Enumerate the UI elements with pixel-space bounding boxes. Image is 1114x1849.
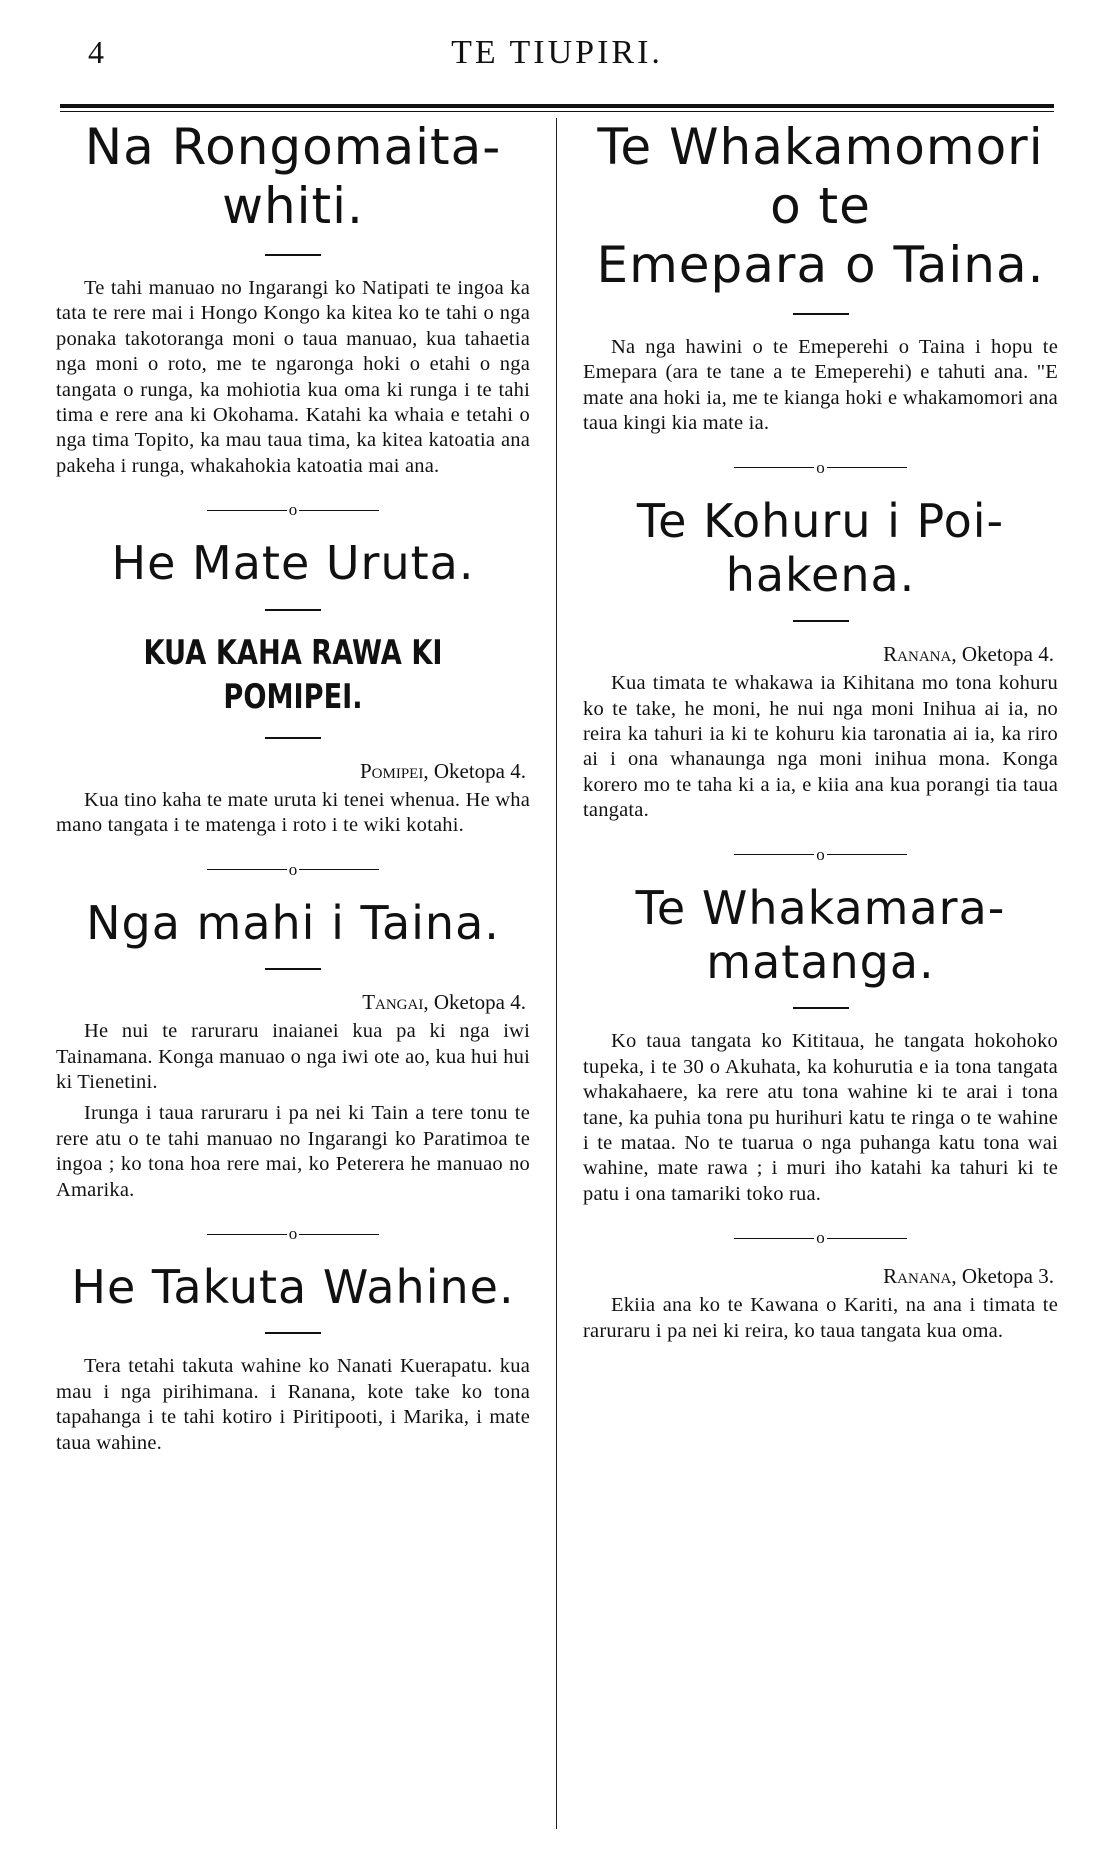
article-separator: o xyxy=(56,499,530,520)
subheadline-line: POMIPEI. xyxy=(223,676,363,717)
article-dateline: Tangai, Oketopa 4. xyxy=(362,990,526,1015)
header-rule xyxy=(60,104,1054,108)
article-separator: o xyxy=(583,844,1058,865)
headline-line: Emepara o Taina. xyxy=(596,236,1045,294)
article-body: Te tahi manuao no Ingarangi ko Natipati te ingoa ka tata te rere mai i Hongo Kongo ka kitea ko te tahi o nga ponaka takotoranga moni o taua manuao, kua tahaetia nga moni o roto, me te ngaronga hoki o etahi o nga tangata o runga, ka mohiotia kua oma ki runga i te tahi tima e rere ana ki Okohama. Katahi ka whaia e tetahi o nga tima Topito, ka mau taua tima, ka kitea katoatia ana pakeha i runga, whakahokia katoatia mai ana. xyxy=(56,277,530,477)
right-column xyxy=(557,118,1074,1829)
article-body: Irunga i taua raruraru i pa nei ki Tain a tere tonu te rere atu o te tahi manuao no Ingarangi ko Paratimoa te ingoa ; ko tona hoa rere mai, ko Peterera he manuao no Amarika. xyxy=(56,1102,530,1201)
headline-dash xyxy=(265,737,321,739)
page-number: 4 xyxy=(88,34,104,70)
article-headline xyxy=(583,118,1058,295)
subheadline-line: KUA KAHA RAWA KI xyxy=(143,632,443,673)
article-headline xyxy=(583,881,1058,990)
article-dateline: Ranana, Oketopa 3. xyxy=(883,1264,1054,1289)
page-header xyxy=(40,0,1074,108)
headline-line: Na Rongomaita- xyxy=(84,118,502,176)
headline-line: whiti. xyxy=(222,177,364,235)
article-body: He nui te raruraru inaianei kua pa ki nga iwi Tainamana. Konga manuao o nga iwi ote ao, kua hui hui ki Tienetini. xyxy=(56,1020,530,1093)
article-body: Na nga hawini o te Emeperehi o Taina i hopu te Emepara (ara te tane a te Emeperehi) e tahuti ana. "E mate ana hoki ia, me te kianga hoki e whakamomori ana taua kingi kia mate ia. xyxy=(583,336,1058,435)
article-body: Ekiia ana ko te Kawana o Kariti, na ana i timata te raruraru i pa nei ki reira, ko taua tangata kua oma. xyxy=(583,1294,1058,1342)
headline-dash xyxy=(265,1332,321,1334)
article-subheadline xyxy=(103,631,482,719)
headline-line: hakena. xyxy=(725,547,916,602)
article-headline xyxy=(56,118,530,236)
headline-line: matanga. xyxy=(706,935,935,990)
headline-line: Te Whakamara- xyxy=(635,880,1006,935)
article-headline: He Mate Uruta. xyxy=(111,536,475,591)
article-headline: He Takuta Wahine. xyxy=(71,1260,515,1315)
article-whakamaramatanga xyxy=(583,881,1058,1207)
article-body: Ko taua tangata ko Kititaua, he tangata hokohoko tupeka, i te 30 o Akuhata, ka kohurutia e ia tona tangata whakahaere, ka rere atu tona wahine ki te arai i tona tane, ka puhia tona pu hurihuri katu te ringa o te wahine i te mataa. No te tuarua o nga puhanga katu tona wai wahine, mate rawa ; i muri iho katahi ka tahuri ki te patu i ona tamariki toko rua. xyxy=(583,1030,1058,1205)
headline-dash xyxy=(265,254,321,256)
headline-line: Te Whakamomori xyxy=(597,118,1044,176)
article-dateline: Pomipei, Oketopa 4. xyxy=(359,758,526,783)
newspaper-title: TE TIUPIRI. xyxy=(451,34,663,71)
header-rule-thin xyxy=(60,111,1054,112)
headline-dash xyxy=(265,609,321,611)
article-kohuru-poihakena xyxy=(583,494,1058,824)
article-body: Kua tino kaha te mate uruta ki tenei whenua. He wha mano tangata i te matenga i roto i te wiki kotahi. xyxy=(56,788,530,837)
headline-dash xyxy=(793,1007,849,1009)
article-whakamomori xyxy=(583,118,1058,437)
article-separator: o xyxy=(583,1227,1058,1248)
article-takuta-wahine xyxy=(56,1260,530,1456)
article-headline: Nga mahi i Taina. xyxy=(86,895,500,950)
article-columns xyxy=(40,118,1074,1829)
headline-line: Te Kohuru i Poi- xyxy=(636,493,1005,548)
article-headline xyxy=(583,494,1058,603)
article-separator: o xyxy=(56,859,530,880)
article-body: Kua timata te whakawa ia Kihitana mo tona kohuru ko te take, he moni, he nui nga moni Inihua ai ia, no reira ka tahuri ia ki te kohuru kia taronatia ai ia, ka riro ai i ona whanaunga nga moni inihua mona. Konga korero mo te taha ki a ia, e kiia ana kua porangi tia taua tangata. xyxy=(583,672,1058,822)
article-ranana-kariti xyxy=(583,1264,1058,1344)
article-rongomaitawhiti xyxy=(56,118,530,479)
headline-dash xyxy=(265,968,321,970)
article-separator: o xyxy=(583,457,1058,478)
headline-dash xyxy=(793,313,849,315)
headline-dash xyxy=(793,620,849,622)
article-separator: o xyxy=(56,1223,530,1244)
left-column xyxy=(40,118,557,1829)
article-mate-uruta xyxy=(56,536,530,838)
article-dateline: Ranana, Oketopa 4. xyxy=(883,642,1054,667)
headline-line: o te xyxy=(770,177,871,235)
article-nga-mahi-taina xyxy=(56,896,530,1203)
article-body: Tera tetahi takuta wahine ko Nanati Kuerapatu. kua mau i nga pirihimana. i Ranana, kote take ko tona tapahanga i te tahi kotiro i Piritipooti, i Marika, i mate taua wahine. xyxy=(56,1355,530,1454)
